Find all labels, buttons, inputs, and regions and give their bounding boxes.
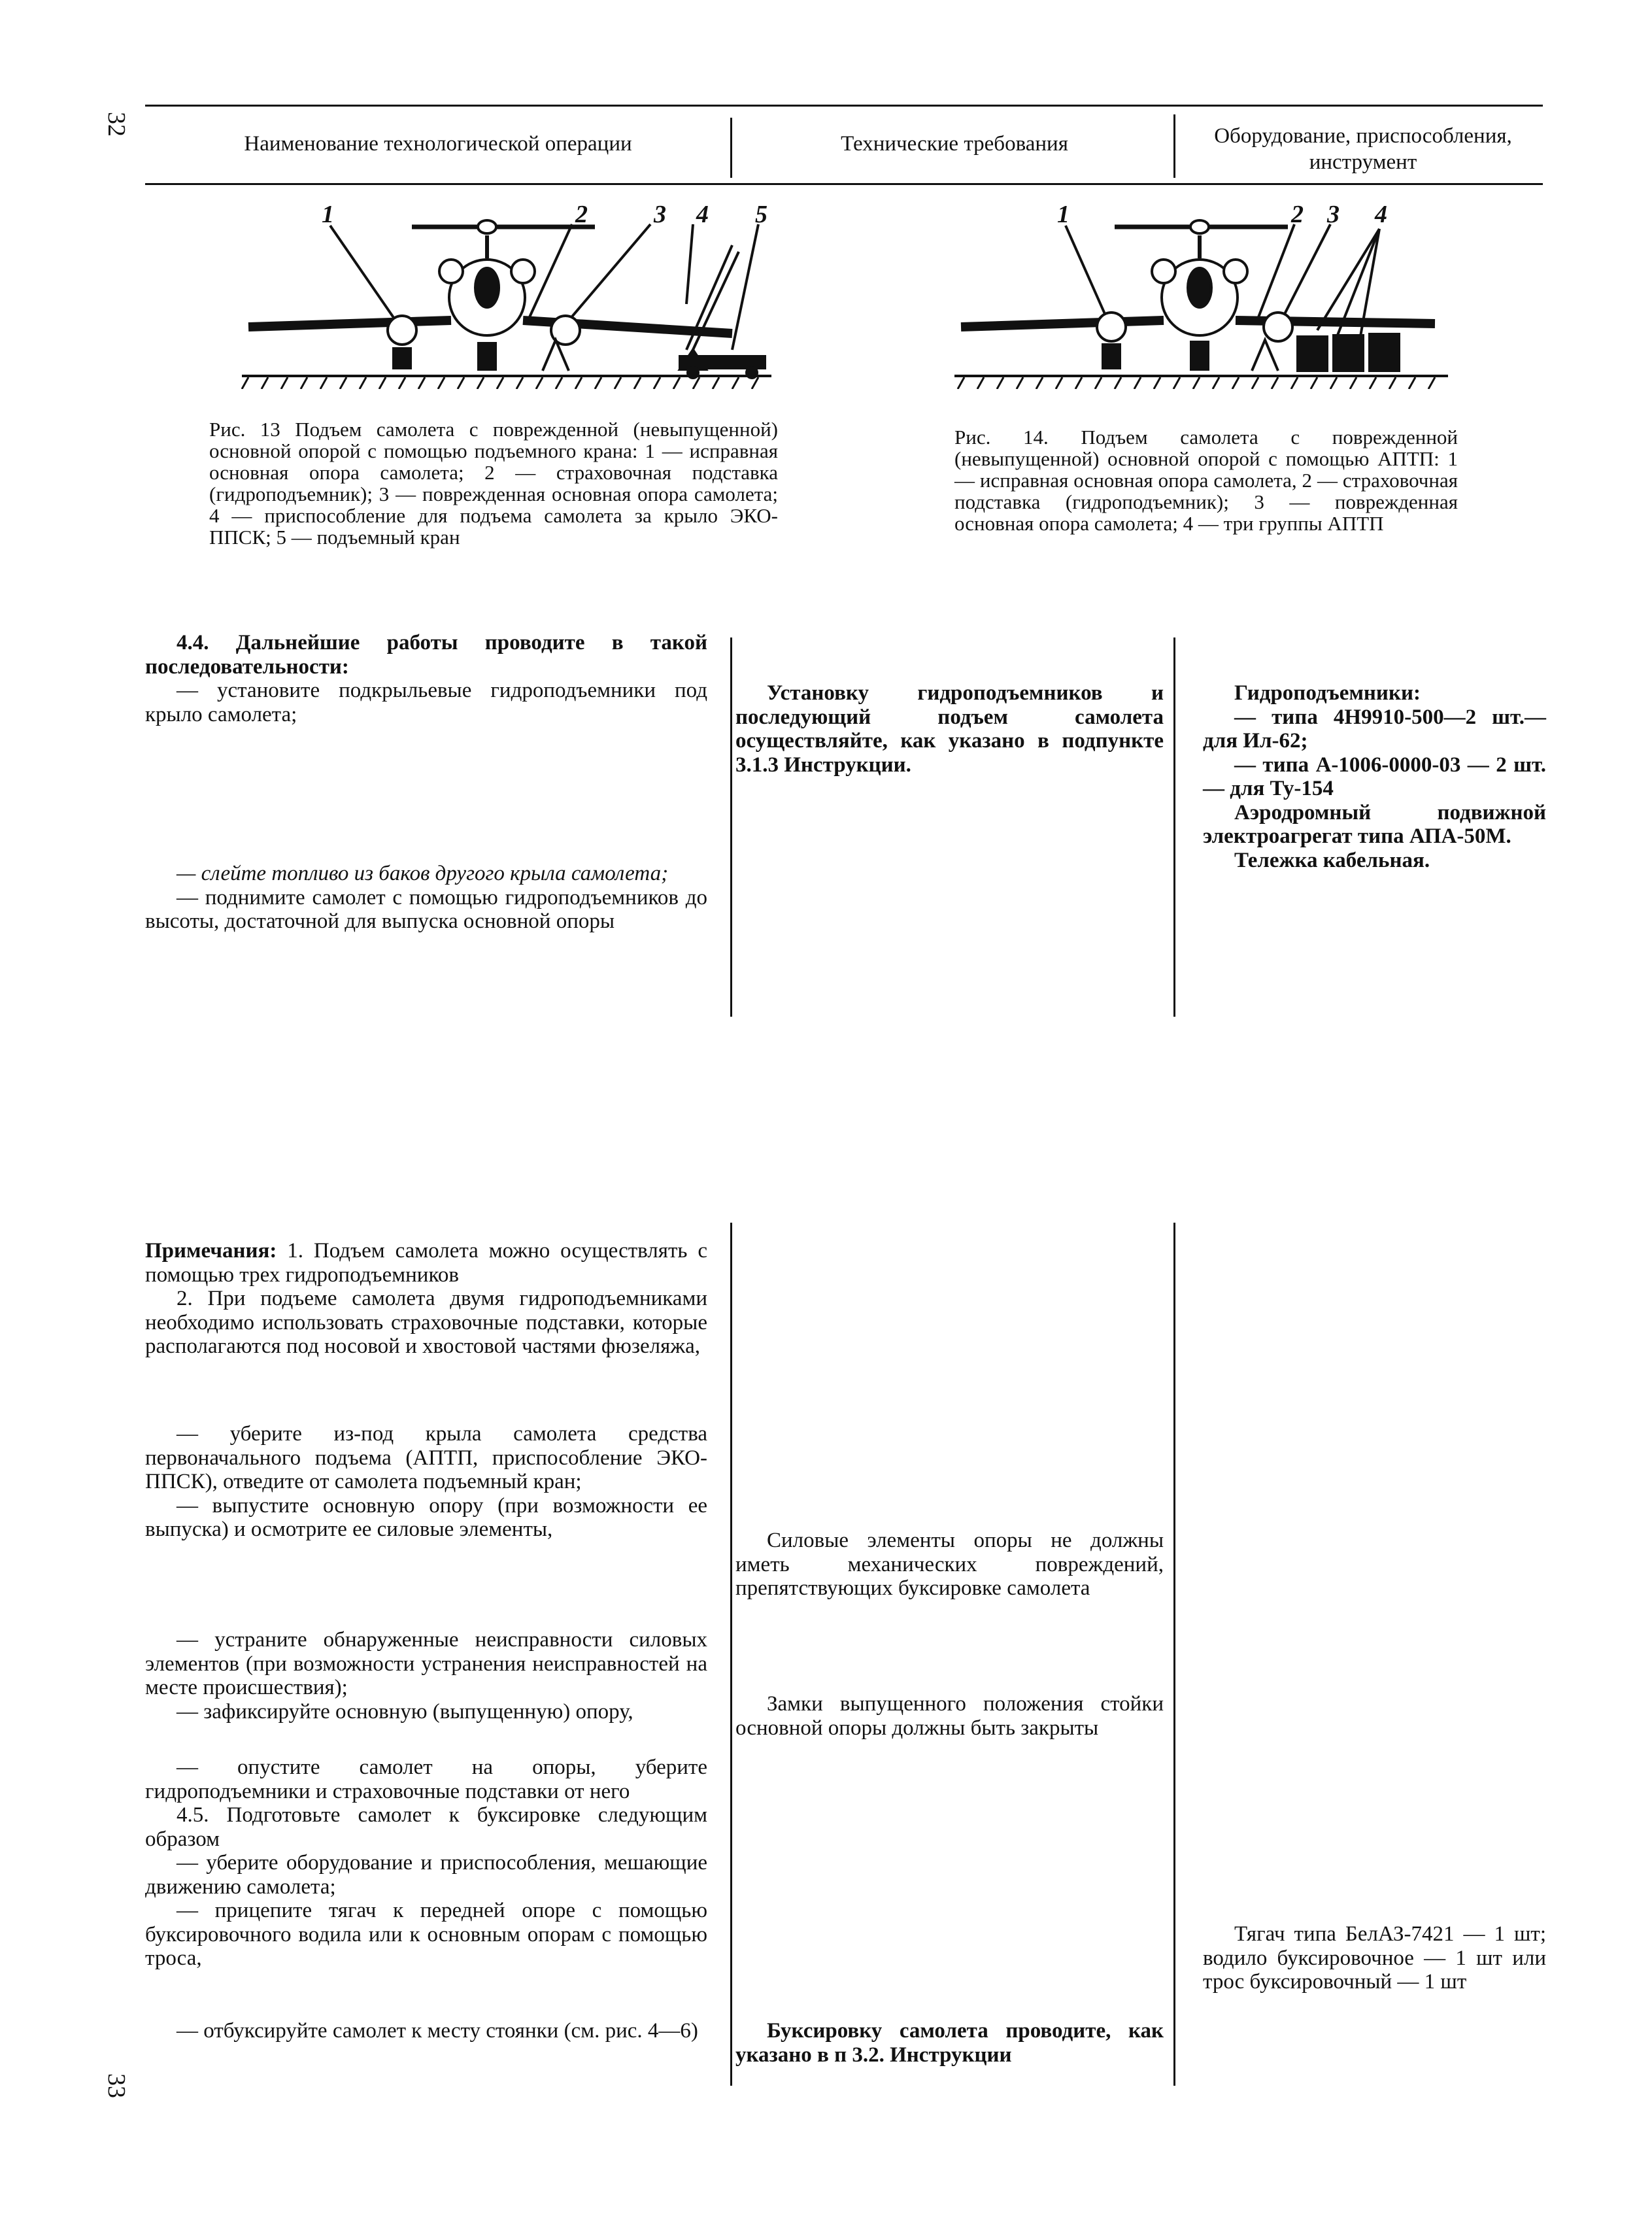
requirement-gear-elements	[735, 1529, 1164, 1601]
equipment-tractor: Тягач типа БелАЗ-7421 — 1 шт; водило буксировочное — 1 шт или трос буксировочный — 1 шт	[1203, 1922, 1546, 1994]
note-2: 2. При подъеме самолета двумя гидроподъемниками необходимо использовать страховочные подставки, которые располагаются под носовой и хвостовой частями фюзеляжа,	[145, 1287, 707, 1358]
requirement-towing-text: Буксировку самолета проводите, как указано в п 3.2. Инструкции	[735, 2019, 1164, 2067]
header-separator-2	[1173, 114, 1175, 178]
equipment-block-2	[1203, 1922, 1546, 1994]
step-attach-tractor: — прицепите тягач к передней опоре с помощью буксировочного водила или к основным опорам с помощью троса,	[145, 1899, 707, 1970]
equipment-cable-cart: Тележка кабельная.	[1234, 848, 1430, 872]
requirement-gear-locks	[735, 1692, 1164, 1740]
requirement-jack-install-text: Установку гидроподъемников и последующий подъем самолета осуществляйте, как указано в подпункте 3.1.3 Инструкции.	[735, 681, 1164, 777]
header-separator-1	[730, 118, 732, 178]
header-top-rule	[145, 105, 1543, 107]
page-number-bottom: 33	[103, 2073, 130, 2098]
page-number-top: 32	[103, 112, 130, 137]
equipment-power-unit: Аэродромный подвижной электроагрегат типа АПА-50М.	[1203, 800, 1546, 848]
step-install-jacks: — установите подкрыльевые гидроподъемники под крыло самолета;	[145, 679, 707, 726]
step-4-5: 4.5. Подготовьте самолет к буксировке следующим образом	[145, 1803, 707, 1851]
step-remove-equipment: — уберите оборудование и приспособления, мешающие движению самолета;	[145, 1851, 707, 1899]
step-lift-aircraft: — поднимите самолет с помощью гидроподъемников до высоты, достаточной для выпуска основной опоры	[145, 885, 707, 933]
step-tow-aircraft: — отбуксируйте самолет к месту стоянки (см. рис. 4—6)	[177, 2019, 698, 2043]
fig13-label-1: 1	[322, 201, 334, 228]
step-drain-fuel: — слейте топливо из баков другого крыла самолета;	[177, 862, 669, 885]
header-operation-name: Наименование технологической операции	[244, 132, 632, 156]
operations-block-6	[145, 2019, 707, 2043]
figure-13-aircraft-crane	[235, 199, 791, 389]
fig13-label-3: 3	[654, 201, 666, 228]
note-1: 1. Подъем самолета можно осуществлять с помощью трех гидроподъемников	[145, 1239, 707, 1287]
operations-block-4	[145, 1628, 707, 1724]
equipment-jacks-il62: — типа 4Н9910-500—2 шт.— для Ил-62;	[1203, 705, 1546, 753]
header-bottom-rule	[145, 183, 1543, 185]
header-equipment: Оборудование, приспособления, инструмент	[1214, 124, 1512, 174]
fig13-label-4: 4	[696, 201, 709, 228]
figure-13-caption: Рис. 13 Подъем самолета с поврежденной (невыпущенной) основной опорой с помощью подъемного крана: 1 — исправная основная опора самолета; 2 — страховочная подставка (гидроподъемник); 3 — поврежденная основная опора самолета; 4 — приспособление для подъема самолета за крыло ЭКО-ППСК; 5 — подъемный кран	[209, 418, 778, 549]
step-fix-defects: — устраните обнаруженные неисправности силовых элементов (при возможности устранения неисправностей на месте происшествия);	[145, 1628, 707, 1699]
notes-block	[145, 1239, 707, 1359]
figure-14-aircraft-aptp	[951, 199, 1455, 389]
fig14-label-1: 1	[1057, 201, 1070, 228]
fig14-label-4: 4	[1375, 201, 1387, 228]
body-separator-2-top	[1173, 637, 1175, 1017]
figure-14-caption: Рис. 14. Подъем самолета с поврежденной (невыпущенной) основной опорой с помощью АПТП: 1 — исправная основная опора самолета, 2 — страховочная подставка (гидроподъемник); 3 — поврежденная основная опора самолета; 4 — три группы АПТП	[954, 426, 1458, 535]
operations-block-2	[145, 862, 707, 934]
equipment-jacks-title: Гидроподъемники:	[1234, 681, 1421, 705]
header-technical-requirements: Технические требования	[841, 132, 1068, 156]
step-lower-aircraft: — опустите самолет на опоры, уберите гидроподъемники и страховочные подставки от него	[145, 1756, 707, 1803]
step-remove-lifting-means: — уберите из-под крыла самолета средства первоначального подъема (АПТП, приспособление ЭКО-ППСК), отведите от самолета подъемный кран;	[145, 1422, 707, 1493]
equipment-jacks-tu154: — типа А-1006-0000-03 — 2 шт. — для Ту-154	[1203, 753, 1546, 800]
fig13-label-2: 2	[575, 201, 588, 228]
requirement-gear-locks-text: Замки выпущенного положения стойки основной опоры должны быть закрыты	[735, 1692, 1164, 1740]
requirement-towing	[735, 2019, 1164, 2067]
fig14-label-2: 2	[1291, 201, 1304, 228]
requirement-jack-install	[735, 681, 1164, 777]
requirement-gear-elements-text: Силовые элементы опоры не должны иметь механических повреждений, препятствующих буксировке самолета	[735, 1529, 1164, 1600]
body-separator-2-bottom	[1173, 1223, 1175, 2086]
operations-block-3	[145, 1422, 707, 1542]
notes-label: Примечания:	[145, 1239, 277, 1263]
equipment-block-1	[1203, 681, 1546, 872]
operations-block-5	[145, 1756, 707, 1971]
step-lock-gear: — зафиксируйте основную (выпущенную) опору,	[177, 1699, 633, 1724]
operations-block-1	[145, 631, 707, 726]
fig14-label-3: 3	[1327, 201, 1340, 228]
step-extend-gear: — выпустите основную опору (при возможности ее выпуска) и осмотрите ее силовые элементы,	[145, 1493, 707, 1541]
fig13-label-5: 5	[755, 201, 767, 228]
body-separator-1-bottom	[730, 1223, 732, 2086]
body-separator-1-top	[730, 637, 732, 1017]
step-4-4: 4.4. Дальнейшие работы проводите в такой последовательности:	[145, 631, 707, 679]
